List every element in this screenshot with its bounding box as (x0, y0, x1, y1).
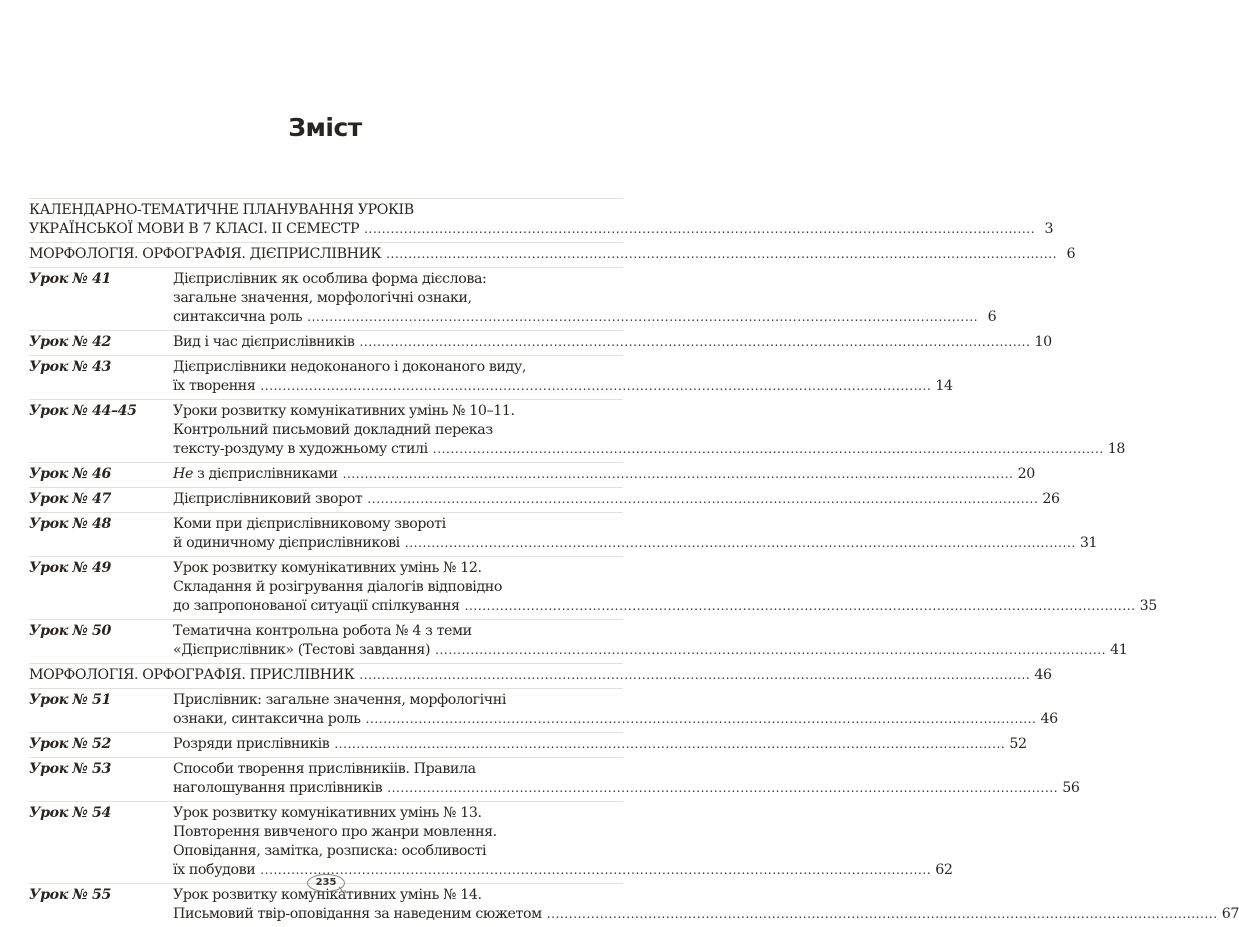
page-reference[interactable]: 20 (1017, 466, 1035, 482)
toc-lesson-entry[interactable] (29, 732, 1027, 757)
lesson-title-line: Дієприслівники недоконаного і доконаного виду, (173, 359, 526, 375)
toc-lesson-entry[interactable] (29, 801, 953, 883)
lesson-title (173, 402, 1125, 459)
toc-lesson-entry[interactable] (29, 462, 1035, 487)
lesson-title-line: Урок розвитку комунікативних умінь № 12. (173, 560, 482, 576)
page-reference[interactable]: 6 (1066, 246, 1076, 262)
dot-leader (367, 490, 1038, 509)
lesson-title-line: їх побудови (173, 862, 256, 878)
lesson-title (173, 760, 1079, 798)
section-heading-last-line (29, 666, 1052, 685)
lesson-title (173, 559, 1157, 616)
lesson-label: Урок № 54 (29, 805, 111, 821)
lesson-title-line: Прислівник: загальне значення, морфологічні (173, 692, 506, 708)
toc-lesson-entry[interactable] (29, 355, 953, 399)
lesson-title-line: Складання й розігрування діалогів відповідно (173, 579, 502, 595)
lesson-label: Урок № 43 (29, 359, 111, 375)
page-reference[interactable]: 26 (1042, 491, 1060, 507)
lesson-title-line: «Дієприслівник» (Тестові завдання) (173, 642, 431, 658)
dot-leader (405, 534, 1076, 553)
page-reference[interactable]: 46 (1034, 667, 1052, 683)
dot-leader (386, 245, 1057, 264)
dot-leader (307, 308, 978, 327)
lesson-title-last-line (173, 377, 953, 396)
dot-leader (366, 710, 1037, 729)
section-heading-line: МОРФОЛОГІЯ. ОРФОГРАФІЯ. ДІЄПРИСЛІВНИК (29, 246, 382, 262)
toc-lesson-entry[interactable] (29, 487, 1060, 512)
lesson-title-line: їх творення (173, 378, 256, 394)
page-reference[interactable]: 52 (1009, 736, 1027, 752)
lesson-title-last-line (173, 534, 1097, 553)
lesson-title-last-line (173, 641, 1127, 660)
lesson-label: Урок № 47 (29, 491, 111, 507)
lesson-title-line: Коми при дієприслівниковому звороті (173, 516, 446, 532)
dot-leader (260, 861, 931, 880)
lesson-title (173, 804, 953, 880)
lesson-title-last-line (173, 308, 996, 327)
section-heading-line: КАЛЕНДАРНО-ТЕМАТИЧНЕ ПЛАНУВАННЯ УРОКІВ (29, 202, 414, 218)
page-reference[interactable]: 14 (935, 378, 953, 394)
section-heading-line: УКРАЇНСЬКОЇ МОВИ В 7 КЛАСІ. ІІ СЕМЕСТР (29, 221, 360, 237)
lesson-title-line: Тематична контрольна робота № 4 з теми (173, 623, 472, 639)
dot-leader (547, 905, 1218, 924)
toc-lesson-entry[interactable] (29, 688, 1058, 732)
lesson-title-line: Дієприслівник як особлива форма дієслова: (173, 271, 487, 287)
toc-lesson-entry[interactable] (29, 619, 1128, 663)
lesson-label: Урок № 49 (29, 560, 111, 576)
badge-tail-icon (338, 886, 348, 896)
lesson-title-line: Уроки розвитку комунікативних умінь № 10–11. (173, 403, 515, 419)
toc-lesson-entry[interactable] (29, 399, 1126, 462)
lesson-label: Урок № 41 (29, 271, 111, 287)
lesson-title-line: Контрольний письмовий докладний переказ (173, 422, 493, 438)
lesson-label: Урок № 50 (29, 623, 111, 639)
lesson-title-line: Розряди прислівників (173, 736, 330, 752)
lesson-title-line: наголошування прислівників (173, 780, 383, 796)
dot-leader (387, 779, 1058, 798)
lesson-label: Урок № 53 (29, 761, 111, 777)
dot-leader (364, 220, 1035, 239)
dot-leader (435, 641, 1106, 660)
lesson-title (173, 270, 996, 327)
page-reference[interactable]: 62 (935, 862, 953, 878)
lesson-title (173, 886, 1239, 924)
dot-leader (334, 735, 1005, 754)
lesson-label: Урок № 48 (29, 516, 111, 532)
lesson-title (173, 735, 1027, 754)
page-reference[interactable]: 67 (1221, 906, 1239, 922)
lesson-title-line: Повторення вивченого про жанри мовлення. (173, 824, 497, 840)
toc-section-heading[interactable] (29, 663, 1052, 688)
toc-section-heading[interactable] (29, 198, 1054, 242)
page-reference[interactable]: 3 (1044, 221, 1054, 237)
lesson-label: Урок № 46 (29, 466, 111, 482)
lesson-title-last-line (173, 490, 1060, 509)
page-number-badge: 235 (307, 874, 345, 892)
lesson-title (173, 490, 1060, 509)
lesson-title-line: Урок розвитку комунікативних умінь № 14. (173, 887, 482, 903)
page-reference[interactable]: 56 (1062, 780, 1080, 796)
section-heading-line: МОРФОЛОГІЯ. ОРФОГРАФІЯ. ПРИСЛІВНИК (29, 667, 355, 683)
lesson-title-line: ознаки, синтаксична роль (173, 711, 361, 727)
lesson-title (173, 465, 1035, 484)
lesson-label: Урок № 42 (29, 334, 111, 350)
lesson-title-line: й одиничному дієприслівникові (173, 535, 400, 551)
lesson-label: Урок № 44–45 (29, 403, 137, 419)
lesson-title-line: Оповідання, замітка, розписка: особливості (173, 843, 487, 859)
dot-leader (260, 377, 931, 396)
lesson-label: Урок № 55 (29, 887, 111, 903)
lesson-title-last-line (173, 465, 1035, 484)
toc-lesson-entry[interactable] (29, 512, 1098, 556)
dot-leader (359, 666, 1030, 685)
lesson-title-last-line (173, 597, 1157, 616)
toc-lesson-entry[interactable] (29, 556, 1157, 619)
lesson-title-line: синтаксична роль (173, 309, 303, 325)
page-reference[interactable]: 18 (1107, 441, 1126, 457)
lesson-title (173, 515, 1097, 553)
lesson-title-line: Дієприслівниковий зворот (173, 491, 363, 507)
page-reference[interactable]: 35 (1139, 598, 1157, 614)
lesson-title-line: Урок розвитку комунікативних умінь № 13. (173, 805, 482, 821)
toc-lesson-entry[interactable] (29, 757, 1080, 801)
lesson-title (173, 333, 1052, 352)
lesson-title-last-line (173, 440, 1125, 459)
toc-lesson-entry[interactable] (29, 330, 1052, 355)
lesson-title (173, 358, 953, 396)
dot-leader (465, 597, 1136, 616)
lesson-title-last-line (173, 779, 1079, 798)
toc-section-heading[interactable] (29, 242, 1076, 267)
lesson-title-line: Не з дієприслівниками (173, 466, 338, 482)
page-title: Зміст (288, 113, 362, 142)
toc-lesson-entry[interactable] (29, 267, 997, 330)
lesson-title-last-line (173, 710, 1058, 729)
lesson-title (173, 691, 1058, 729)
page-reference[interactable]: 46 (1040, 711, 1058, 727)
lesson-title-line: Способи творення прислівникіів. Правила (173, 761, 476, 777)
section-heading-last-line (29, 220, 1054, 239)
lesson-title-line: тексту-роздуму в художньому стилі (173, 441, 428, 457)
page-reference[interactable]: 41 (1110, 642, 1128, 658)
dot-leader (343, 465, 1014, 484)
italic-prefix: Не (173, 466, 193, 482)
lesson-title-last-line (173, 735, 1027, 754)
section-heading-last-line (29, 245, 1076, 264)
page-reference[interactable]: 31 (1079, 535, 1098, 551)
lesson-label: Урок № 51 (29, 692, 111, 708)
page-reference[interactable]: 6 (987, 309, 997, 325)
table-of-contents (29, 198, 1239, 927)
lesson-title (173, 622, 1127, 660)
lesson-title-line: до запропонованої ситуації спілкування (173, 598, 460, 614)
dot-leader (359, 333, 1030, 352)
lesson-label: Урок № 52 (29, 736, 111, 752)
lesson-title-line: Вид і час дієприслівників (173, 334, 355, 350)
lesson-title-last-line (173, 333, 1052, 352)
lesson-title-last-line (173, 905, 1239, 924)
lesson-title-last-line (173, 861, 953, 880)
dot-leader (433, 440, 1104, 459)
lesson-title-line: Письмовий твір-оповідання за наведеним сюжетом (173, 906, 542, 922)
page-reference[interactable]: 10 (1034, 334, 1052, 350)
lesson-title-line: загальне значення, морфологічні ознаки, (173, 290, 472, 306)
